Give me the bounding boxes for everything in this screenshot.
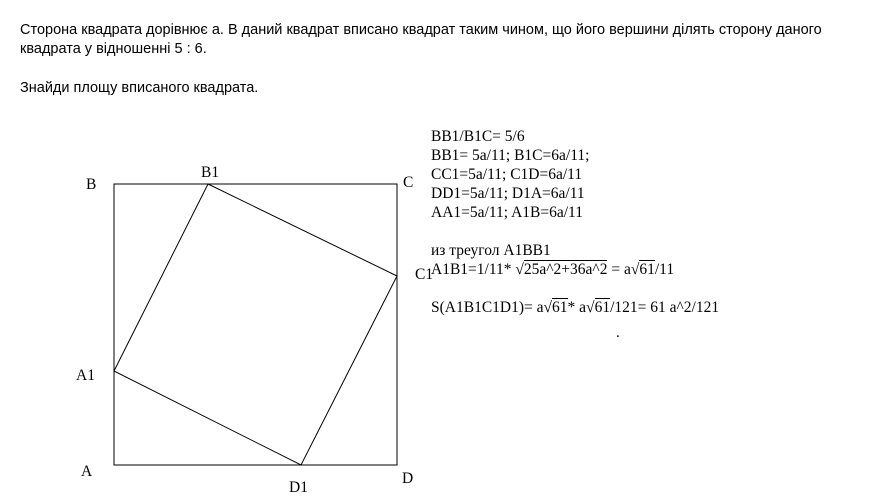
solution-block (431, 127, 719, 317)
label-C1: C1 (415, 266, 434, 283)
segments-bc: BB1= 5a/11; B1C=6a/11; (431, 147, 590, 164)
side-radicand: 25a^2+36a^2 (523, 261, 608, 278)
label-D1: D1 (289, 479, 308, 496)
segments-ab: AA1=5a/11; A1B=6a/11 (431, 204, 583, 221)
outer-square (114, 184, 397, 465)
segments-da: DD1=5a/11; D1A=6a/11 (431, 185, 585, 202)
segments-cd: CC1=5a/11; C1D=6a/11 (431, 166, 583, 183)
area-line: S(A1B1C1D1)= a√61* a√61/121= 61 a^2/121 (431, 299, 720, 316)
side-end: /11 (654, 261, 675, 278)
label-D: D (402, 470, 414, 487)
area-mid: * a (567, 299, 587, 316)
side-length-line: A1B1=1/11* √25a^2+36a^2 = a√61/11 (431, 261, 675, 278)
problem-question: Знайди площу вписаного квадрата. (20, 80, 259, 96)
label-A: A (81, 463, 93, 480)
label-B1: B1 (201, 164, 220, 181)
problem-statement: Сторона квадрата дорівнює a. В даний квадрат вписано квадрат таким чином, що його вершини ділять сторону даного квадрата у відношенні 5 : 6. (20, 22, 822, 57)
label-A1: A1 (76, 367, 95, 384)
area-root61-first: 61 (552, 299, 568, 316)
inscribed-square (114, 184, 397, 465)
triangle-intro: из треугол A1BB1 (431, 242, 551, 259)
side-suffix: = a (607, 261, 631, 278)
label-B: B (86, 176, 97, 193)
area-prefix: S(A1B1C1D1)= a (431, 299, 544, 316)
side-prefix: A1B1=1/11* (431, 261, 516, 278)
area-end: /121= 61 a^2/121 (610, 299, 720, 316)
ratio-line: BB1/B1C= 5/6 (431, 128, 525, 145)
area-root61-second: 61 (594, 299, 611, 316)
label-C: C (403, 174, 414, 191)
side-root61: 61 (639, 261, 655, 278)
stray-dot: . (616, 325, 620, 341)
